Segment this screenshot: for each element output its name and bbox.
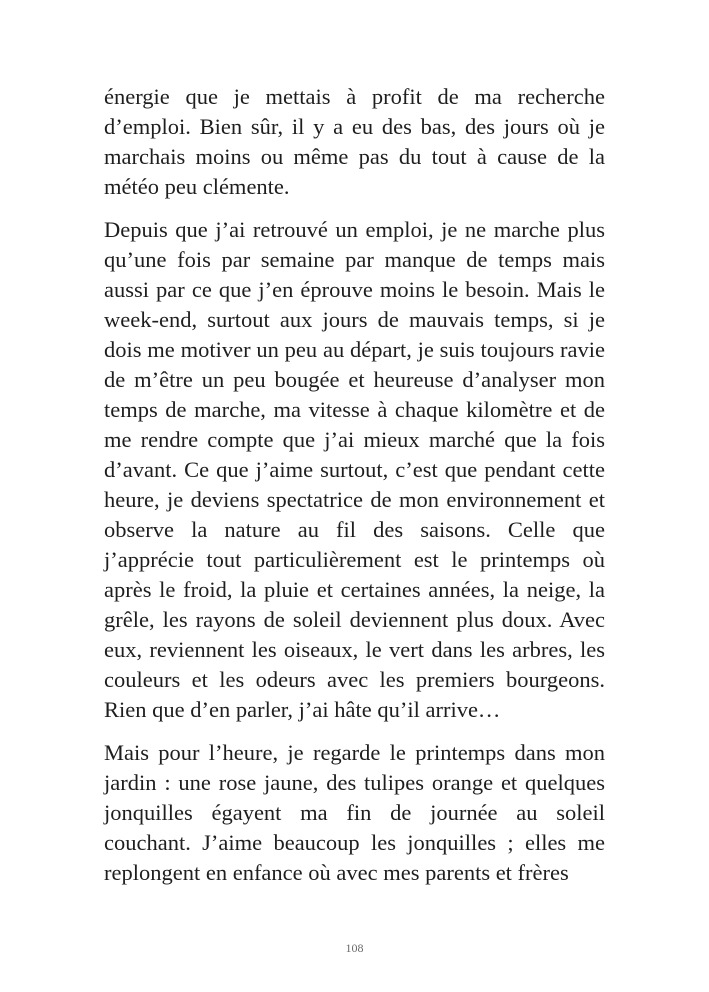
page-number: 108: [345, 941, 364, 955]
page-body: [104, 82, 605, 888]
paragraph-3: Mais pour l’heure, je regarde le printemps dans mon jardin : une rose jaune, des tulipes orange et quelques jonquilles égayent ma fin de journée au soleil couchant. J’aime beaucoup les jonquilles ; elles me replongent en enfance où avec mes parents et frères: [104, 740, 605, 885]
paragraph-2: Depuis que j’ai retrouvé un emploi, je ne marche plus qu’une fois par semaine par manque de temps mais aussi par ce que j’en éprouve moins le besoin. Mais le week-end, surtout aux jours de mauvais temps, si je dois me motiver un peu au départ, je suis toujours ravie de m’être un peu bougée et heureuse d’analyser mon temps de marche, ma vitesse à chaque kilomètre et de me rendre compte que j’ai mieux marché que la fois d’avant. Ce que j’aime surtout, c’est que pendant cette heure, je deviens spectatrice de mon environnement et observe la nature au fil des saisons. Celle que j’apprécie tout particulièrement est le printemps où après le froid, la pluie et certaines années, la neige, la grêle, les rayons de soleil deviennent plus doux. Avec eux, reviennent les oiseaux, le vert dans les arbres, les couleurs et les odeurs avec les premiers bourgeons. Rien que d’en parler, j’ai hâte qu’il arrive…: [104, 217, 605, 722]
paragraph-1: énergie que je mettais à profit de ma recherche d’emploi. Bien sûr, il y a eu des bas, des jours où je marchais moins ou même pas du tout à cause de la météo peu clémente.: [104, 84, 605, 199]
